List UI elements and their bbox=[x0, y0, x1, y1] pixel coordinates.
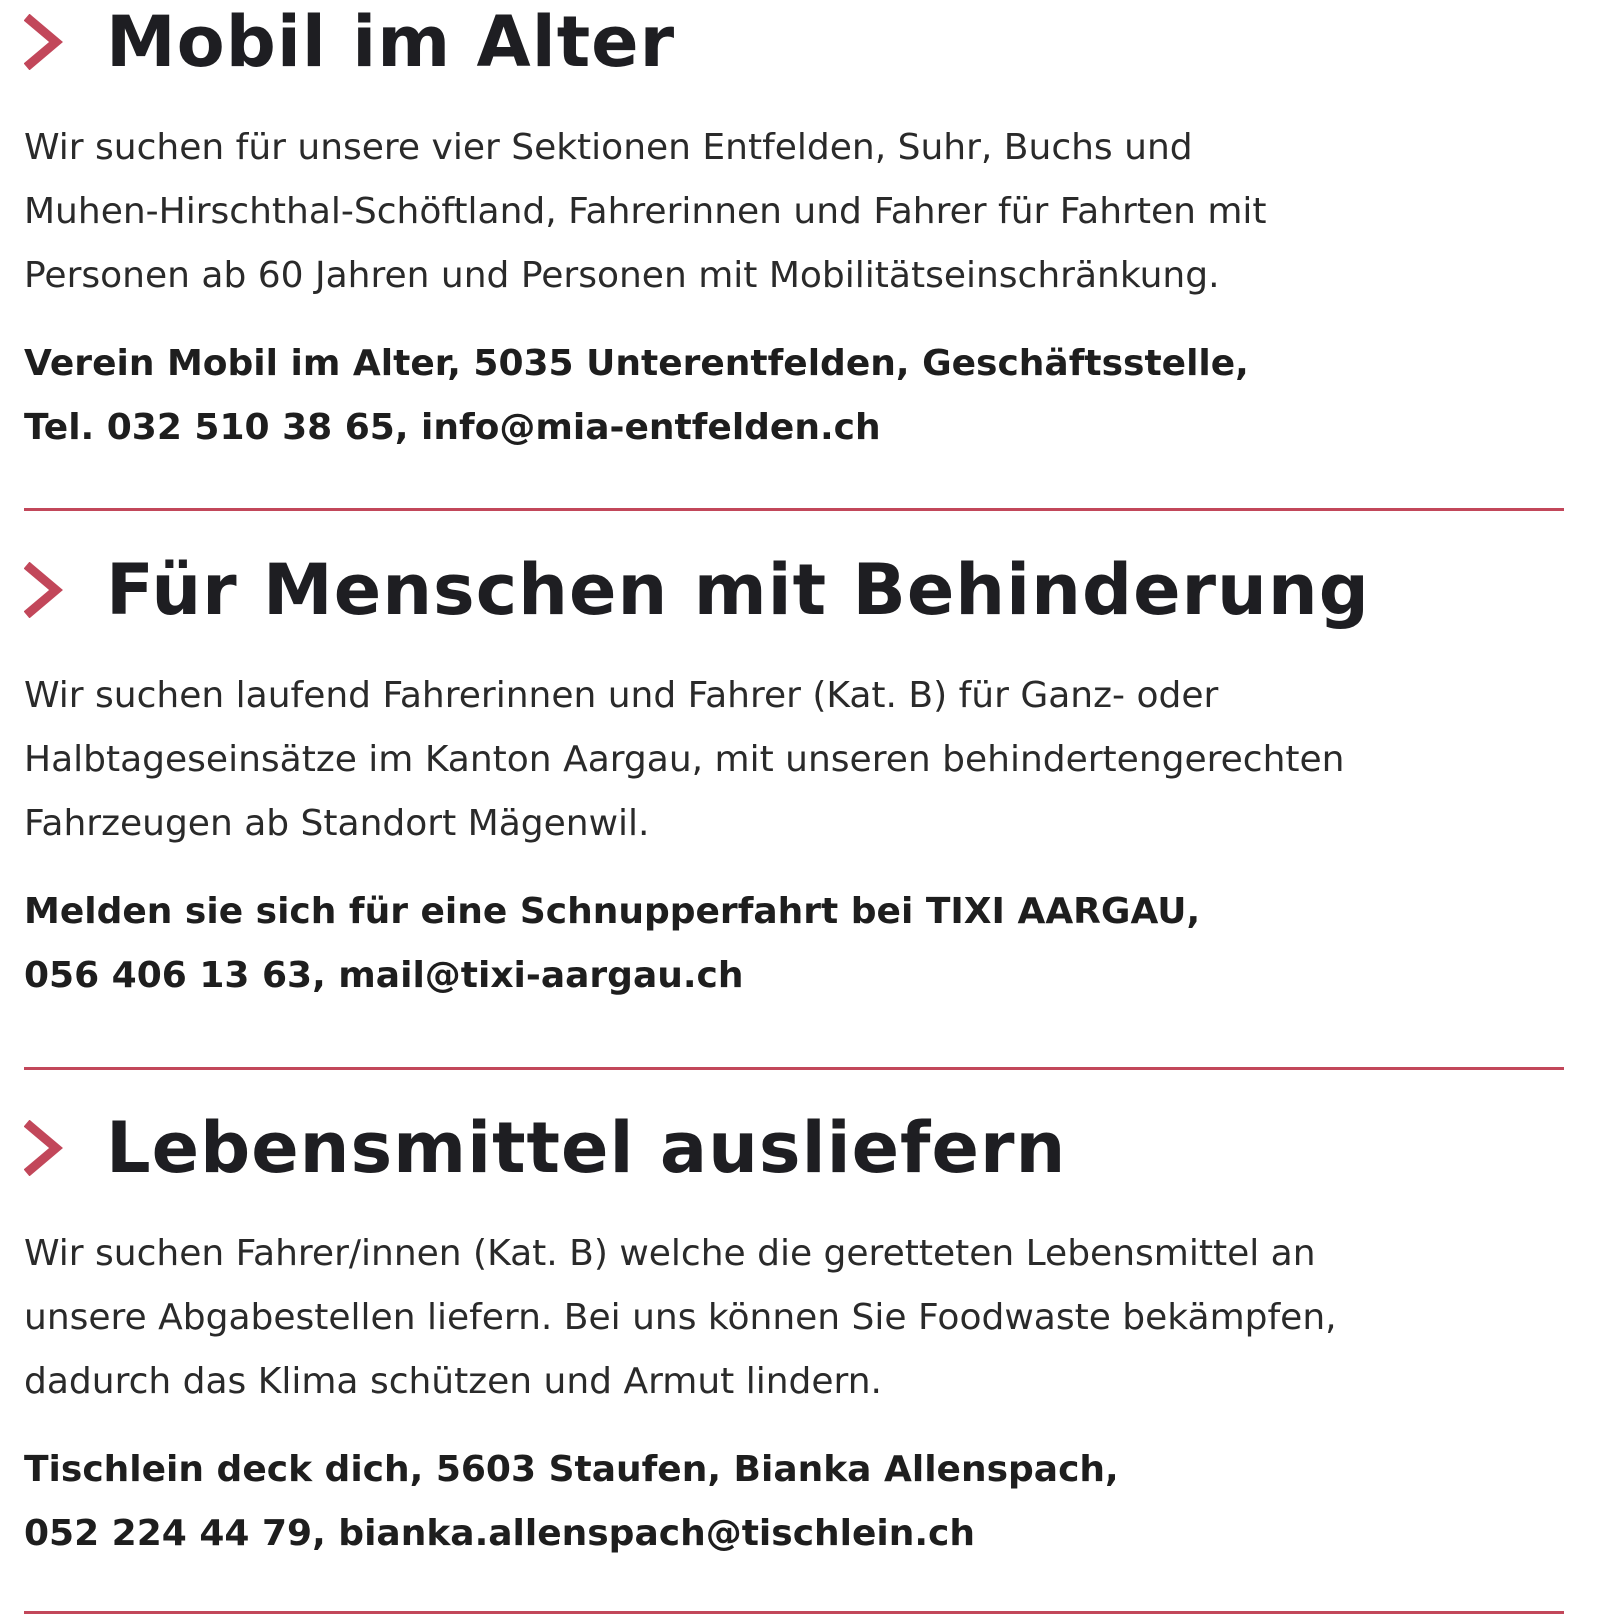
section-description bbox=[24, 1222, 1337, 1414]
contact-line: Tischlein deck dich, 5603 Staufen, Bianka Allenspach, bbox=[24, 1449, 1119, 1490]
section-heading bbox=[24, 0, 1267, 84]
section-title: Für Menschen mit Behinderung bbox=[106, 549, 1370, 631]
description-line: Fahrzeugen ab Standort Mägenwil. bbox=[24, 803, 650, 844]
section-contact bbox=[24, 332, 1267, 460]
section-fuer-menschen-mit-behinderung bbox=[24, 548, 1370, 1008]
chevron-right-icon bbox=[24, 560, 86, 620]
section-mobil-im-alter bbox=[24, 0, 1267, 460]
section-description bbox=[24, 116, 1267, 308]
section-lebensmittel-ausliefern bbox=[24, 1106, 1337, 1566]
description-line: Wir suchen laufend Fahrerinnen und Fahrer (Kat. B) für Ganz- oder bbox=[24, 675, 1219, 716]
section-heading bbox=[24, 1106, 1337, 1190]
section-divider bbox=[24, 1067, 1564, 1070]
description-line: dadurch das Klima schützen und Armut lindern. bbox=[24, 1361, 882, 1402]
description-line: Muhen-Hirschthal-Schöftland, Fahrerinnen und Fahrer für Fahrten mit bbox=[24, 191, 1267, 232]
contact-line: Melden sie sich für eine Schnupperfahrt bei TIXI AARGAU, bbox=[24, 891, 1201, 932]
description-line: Personen ab 60 Jahren und Personen mit Mobilitätseinschränkung. bbox=[24, 255, 1220, 296]
chevron-right-icon bbox=[24, 12, 86, 72]
description-line: Halbtageseinsätze im Kanton Aargau, mit unseren behindertengerechten bbox=[24, 739, 1345, 780]
description-line: Wir suchen Fahrer/innen (Kat. B) welche die geretteten Lebensmittel an bbox=[24, 1233, 1316, 1274]
contact-line: 052 224 44 79, bianka.allenspach@tischlein.ch bbox=[24, 1513, 976, 1554]
section-divider bbox=[24, 1611, 1564, 1614]
section-title: Mobil im Alter bbox=[106, 1, 676, 83]
contact-line: Tel. 032 510 38 65, info@mia-entfelden.ch bbox=[24, 407, 881, 448]
description-line: Wir suchen für unsere vier Sektionen Entfelden, Suhr, Buchs und bbox=[24, 127, 1193, 168]
section-contact bbox=[24, 880, 1370, 1008]
contact-line: 056 406 13 63, mail@tixi-aargau.ch bbox=[24, 955, 744, 996]
section-title: Lebensmittel ausliefern bbox=[106, 1107, 1067, 1189]
section-heading bbox=[24, 548, 1370, 632]
section-contact bbox=[24, 1438, 1337, 1566]
contact-line: Verein Mobil im Alter, 5035 Unterentfelden, Geschäftsstelle, bbox=[24, 343, 1249, 384]
description-line: unsere Abgabestellen liefern. Bei uns können Sie Foodwaste bekämpfen, bbox=[24, 1297, 1337, 1338]
section-description bbox=[24, 664, 1370, 856]
chevron-right-icon bbox=[24, 1118, 86, 1178]
section-divider bbox=[24, 508, 1564, 511]
